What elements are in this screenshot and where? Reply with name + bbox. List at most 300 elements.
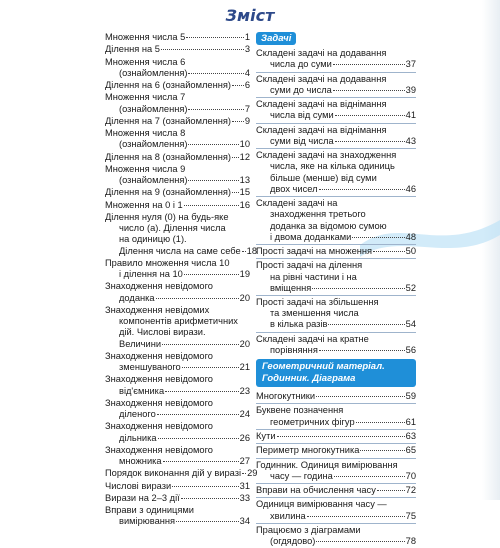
entry-separator [256, 72, 416, 73]
toc-entry-text: Порядок виконання дій у виразі [105, 468, 242, 479]
toc-entry-text: Складені задачі на віднімання [256, 99, 387, 110]
leader-dots [163, 461, 239, 462]
toc-entry-text: Складені задачі на знаходження [256, 150, 397, 161]
toc-entry-text: Вправи з одиницями [105, 505, 194, 516]
entry-separator [256, 523, 416, 524]
entry-separator [256, 244, 416, 245]
toc-entry-text: та зменшення числа [270, 308, 359, 319]
toc-entry-line [105, 493, 250, 504]
toc-page-number: 39 [405, 84, 416, 95]
toc-entry-text: вимірювання [119, 516, 176, 527]
toc-page-number: 41 [405, 110, 416, 121]
toc-entry-line [256, 297, 416, 308]
toc-entry-line [105, 68, 250, 79]
toc-entry-text: Множення числа 5 [105, 32, 186, 42]
leader-dots [184, 205, 239, 206]
toc-page-number: 70 [405, 470, 416, 481]
entry-separator [256, 458, 416, 459]
toc-entry-text: (ознайомлення) [119, 67, 188, 78]
toc-entry [105, 305, 250, 350]
toc-entry-text: геометричних фігур [270, 416, 355, 427]
toc-entry-text: Множення числа 9 [105, 163, 186, 174]
toc-entry-text: Ділення на 5 [105, 44, 160, 55]
entry-separator [256, 148, 416, 149]
toc-entry-text: Знаходження невідомого [105, 397, 213, 408]
leader-dots [158, 438, 239, 439]
leader-dots [232, 121, 244, 122]
leader-dots [335, 115, 405, 116]
toc-page-number: 59 [405, 391, 416, 402]
toc-entry-line [256, 460, 416, 471]
toc-entry-line [256, 150, 416, 161]
toc-entry [256, 48, 416, 70]
contents-right-column [256, 32, 416, 548]
leader-dots [307, 516, 405, 517]
entry-separator [256, 332, 416, 333]
toc-entry-text: Множення на 0 і 1 [105, 199, 183, 210]
leader-dots [335, 141, 405, 142]
toc-entry-text: (ознайомлення) [119, 139, 188, 150]
toc-entry-line [256, 405, 416, 416]
leader-dots [161, 49, 244, 50]
toc-entry-line [105, 327, 250, 338]
toc-page-number: 78 [405, 536, 416, 547]
toc-page-number: 27 [239, 456, 250, 467]
section-badge-geometry-line2: Годинник. Діаграма [262, 373, 356, 385]
contents-left-column [105, 32, 258, 529]
toc-entry-line [256, 221, 416, 232]
leader-dots [156, 298, 239, 299]
toc-entry-line [256, 99, 416, 110]
entry-separator [256, 403, 416, 404]
entry-separator [256, 97, 416, 98]
toc-entry-line [256, 391, 416, 402]
toc-entry-text: Кути [256, 430, 276, 441]
toc-entry-line [105, 234, 250, 245]
toc-page-number: 13 [239, 175, 250, 186]
toc-page-number: 65 [405, 445, 416, 456]
toc-entry-line [105, 316, 250, 327]
toc-entry [105, 44, 250, 55]
leader-dots [184, 274, 239, 275]
toc-entry-line [105, 32, 250, 43]
toc-entry-line [105, 445, 250, 456]
toc-entry-text: Множення числа 8 [105, 128, 186, 139]
toc-entry-text: Знаходження невідомого [105, 374, 213, 385]
toc-entry-line [105, 421, 250, 432]
toc-entry-text: Знаходження невідомого [105, 350, 213, 361]
toc-entry-text: двох чисел [270, 183, 318, 194]
toc-entry-text: Прості задачі на множення [256, 246, 373, 257]
toc-entry-text: і двома доданками [270, 231, 352, 242]
leader-dots [232, 192, 239, 193]
leader-dots [319, 189, 405, 190]
toc-entry-text: множника [119, 456, 162, 467]
toc-entry-text: Складені задачі на додавання [256, 73, 387, 84]
leader-dots [319, 350, 405, 351]
toc-entry-text: Знаходження невідомого [105, 421, 213, 432]
toc-entry-line [256, 308, 416, 319]
toc-entry-text: числа до суми [270, 59, 332, 70]
toc-entry [105, 57, 250, 79]
toc-entry [256, 258, 416, 294]
toc-entry-line [256, 232, 416, 243]
toc-page-number: 1 [244, 32, 250, 42]
toc-page-number: 37 [405, 59, 416, 70]
toc-entry [256, 391, 416, 402]
toc-entry-text: Складені задачі на [256, 198, 338, 209]
toc-entry-text: Складені задачі на кратне [256, 333, 369, 344]
toc-entry-line [256, 283, 416, 294]
toc-page-number: 9 [244, 115, 250, 126]
toc-entry [256, 295, 416, 331]
toc-page-number: 26 [239, 432, 250, 443]
toc-entry-line [105, 245, 258, 257]
tasks-list [256, 48, 416, 356]
toc-entry-text: Периметр многокутника [256, 445, 360, 456]
toc-entry [256, 483, 416, 496]
toc-entry-line [256, 260, 416, 271]
toc-entry-text: часу — година [270, 470, 333, 481]
leader-dots [188, 144, 238, 145]
toc-entry-text: доданка за відомою сумою [270, 220, 387, 231]
toc-entry-text: дільника [119, 432, 157, 443]
leader-dots [316, 396, 405, 397]
toc-entry-text: дій. Числові вирази. [119, 327, 206, 338]
toc-entry-line [256, 525, 416, 536]
toc-entry [105, 152, 250, 163]
toc-entry [105, 481, 250, 492]
toc-entry-text: Ділення на 9 (ознайомлення) [105, 187, 231, 198]
page-title: Зміст [225, 6, 275, 25]
toc-entry-line [105, 44, 250, 55]
toc-entry [105, 258, 250, 280]
toc-entry-line [105, 175, 250, 186]
toc-entry-line [105, 481, 250, 492]
toc-page-number: 3 [244, 44, 250, 55]
entry-separator [256, 258, 416, 259]
toc-entry-line [256, 485, 416, 496]
leader-dots [377, 490, 405, 491]
toc-entry-line [256, 74, 416, 85]
toc-entry-line [256, 471, 416, 482]
toc-page-number: 19 [239, 269, 250, 280]
toc-entry-text: Числові вирази [105, 480, 172, 491]
leader-dots [232, 85, 244, 86]
leader-dots [232, 157, 239, 158]
toc-entry-text: Працюємо з діаграмами [256, 524, 361, 535]
toc-entry-line [105, 92, 250, 103]
entry-separator [256, 295, 416, 296]
toc-entry-line [105, 116, 250, 127]
toc-page-number: 72 [405, 485, 416, 496]
toc-entry-line [256, 272, 416, 283]
toc-page-number: 20 [239, 292, 250, 303]
toc-page-number: 16 [239, 199, 250, 210]
toc-entry [256, 332, 416, 356]
toc-entry-text: Годинник. Одиниця вимірювання [256, 459, 398, 470]
toc-entry-text: числа, яке на кілька одиниць [270, 161, 395, 172]
toc-entry-text: хвилина [270, 510, 306, 521]
toc-entry [105, 398, 250, 420]
toc-entry-text: Ділення нуля (0) на будь-яке [105, 212, 229, 223]
toc-entry-line [105, 258, 250, 269]
toc-page-number: 20 [239, 338, 250, 349]
toc-page-number: 48 [405, 231, 416, 242]
toc-entry-line [256, 499, 416, 510]
toc-entry-line [256, 173, 416, 184]
leader-dots [162, 344, 239, 345]
toc-entry-line [105, 351, 250, 362]
toc-page-number: 46 [405, 183, 416, 194]
toc-entry [256, 97, 416, 121]
toc-entry [256, 443, 416, 456]
leader-dots [165, 391, 239, 392]
leader-dots [176, 521, 239, 522]
toc-entry-text: Множення числа 7 [105, 92, 186, 103]
toc-entry-text: доданка [119, 292, 155, 303]
toc-entry [105, 421, 250, 443]
toc-entry-line [105, 516, 250, 527]
leader-dots [188, 180, 238, 181]
leader-dots [182, 367, 239, 368]
leader-dots [186, 37, 244, 38]
toc-entry-text: на рівні частини і на [270, 271, 357, 282]
toc-entry-text: Складені задачі на додавання [256, 48, 387, 59]
toc-page-number: 34 [239, 516, 250, 527]
toc-entry-line [105, 269, 250, 280]
toc-entry-line [256, 431, 416, 442]
leader-dots [242, 251, 246, 252]
toc-entry-text: Многокутники [256, 391, 316, 402]
toc-entry [256, 72, 416, 96]
toc-page-number: 52 [405, 282, 416, 293]
toc-page-number: 63 [405, 430, 416, 441]
toc-entry-line [105, 398, 250, 409]
section-badge-geometry [256, 359, 416, 387]
toc-entry-line [105, 57, 250, 68]
leader-dots [277, 436, 405, 437]
toc-page-number: 61 [405, 416, 416, 427]
toc-entry-line [256, 48, 416, 59]
entry-separator [256, 196, 416, 197]
toc-entry-line [105, 128, 250, 139]
toc-entry-text: Правило множення числа 10 [105, 257, 230, 268]
toc-entry-line [105, 433, 250, 444]
leader-dots [181, 498, 239, 499]
toc-page-number: 21 [239, 362, 250, 373]
toc-entry-text: Ділення на 8 (ознайомлення) [105, 151, 231, 162]
toc-entry [105, 374, 250, 396]
toc-page-number: 33 [239, 492, 250, 503]
toc-entry [256, 497, 416, 521]
toc-entry [105, 212, 258, 257]
toc-entry-line [105, 305, 250, 316]
leader-dots [172, 486, 239, 487]
toc-entry-line [105, 164, 250, 175]
toc-entry-text: Вправи на обчислення часу [256, 485, 376, 496]
toc-entry-line [256, 125, 416, 136]
toc-page-number: 12 [239, 151, 250, 162]
leader-dots [373, 251, 405, 252]
toc-page-number: 4 [244, 67, 250, 78]
toc-entry-text: (ознайомлення) [119, 175, 188, 186]
toc-page-number: 7 [244, 103, 250, 114]
toc-entry-line [105, 386, 250, 397]
toc-entry-text: Одиниця вимірювання часу — [256, 499, 387, 510]
toc-page-number: 75 [405, 510, 416, 521]
toc-entry-text: на одиницю (1). [119, 234, 187, 245]
toc-entry-text: в кілька разів [270, 319, 328, 330]
leader-dots [328, 324, 404, 325]
toc-entry-line [256, 246, 416, 257]
toc-entry [105, 187, 250, 198]
toc-entry-text: від'ємника [119, 385, 165, 396]
toc-entry-text: і ділення на 10 [119, 269, 183, 280]
toc-entry [105, 92, 250, 114]
toc-entry-text: діленого [119, 409, 156, 420]
toc-entry-line [105, 468, 258, 479]
toc-entry-text: (ознайомлення) [119, 103, 188, 114]
section-badge-geometry-line1: Геометричний матеріал. [262, 361, 385, 373]
leader-dots [188, 73, 243, 74]
toc-entry-text: Знаходження невідомого [105, 281, 213, 292]
toc-page-number: 18 [246, 245, 258, 256]
toc-entry-text: знаходження третього [270, 209, 366, 220]
toc-entry-line [256, 136, 416, 147]
leader-dots [352, 237, 404, 238]
toc-entry-line [256, 161, 416, 172]
toc-entry-text: Знаходження невідомих [105, 304, 210, 315]
leader-dots [333, 90, 405, 91]
entry-separator [256, 497, 416, 498]
toc-entry-line [105, 281, 250, 292]
toc-entry-text: Ділення на 6 (ознайомлення) [105, 80, 231, 91]
toc-entry [256, 148, 416, 195]
toc-entry [105, 200, 250, 211]
toc-page-number: 31 [239, 480, 250, 491]
toc-entry-text: Величини [119, 338, 162, 349]
toc-entry-text: Складені задачі на віднімання [256, 124, 387, 135]
toc-page-number: 24 [239, 409, 250, 420]
toc-entry [105, 80, 250, 91]
entry-separator [256, 483, 416, 484]
toc-entry-text: Множення числа 6 [105, 56, 186, 67]
toc-page-number: 54 [405, 319, 416, 330]
leader-dots [242, 473, 246, 474]
toc-page-number: 50 [405, 246, 416, 257]
toc-entry [256, 123, 416, 147]
toc-entry-text: компонентів арифметичних [119, 316, 238, 327]
toc-entry-line [256, 345, 416, 356]
toc-entry-line [256, 198, 416, 209]
toc-entry [105, 281, 250, 303]
toc-entry-line [256, 334, 416, 345]
toc-entry-text: порівняння [270, 344, 318, 355]
toc-entry-line [105, 187, 250, 198]
entry-separator [256, 429, 416, 430]
toc-entry-line [105, 152, 250, 163]
toc-entry-text: вміщення [270, 282, 312, 293]
toc-entry-text: Ділення на 7 (ознайомлення) [105, 115, 231, 126]
toc-entry-line [105, 339, 250, 350]
toc-entry-line [105, 456, 250, 467]
toc-entry-text: Буквене позначення [256, 405, 344, 416]
toc-entry-text: (огдядово) [270, 536, 316, 547]
leader-dots [316, 541, 404, 542]
toc-entry [256, 403, 416, 427]
toc-entry-line [256, 209, 416, 220]
toc-page-number: 23 [239, 385, 250, 396]
toc-entry-line [105, 293, 250, 304]
toc-page-number: 15 [239, 187, 250, 198]
toc-entry-line [105, 139, 250, 150]
leader-dots [356, 422, 405, 423]
entry-separator [256, 123, 416, 124]
toc-entry-line [256, 445, 416, 456]
toc-page-number: 10 [239, 139, 250, 150]
toc-entry-text: більше (менше) від суми [270, 172, 377, 183]
leader-dots [360, 450, 404, 451]
toc-entry-text: суми до числа [270, 84, 332, 95]
toc-entry-line [256, 511, 416, 522]
toc-entry [105, 468, 258, 479]
toc-entry-text: числа від суми [270, 110, 334, 121]
toc-entry [105, 116, 250, 127]
section-badge-tasks: Задачі [256, 32, 296, 45]
toc-entry [105, 32, 250, 43]
toc-entry-line [256, 319, 416, 330]
toc-entry-line [256, 110, 416, 121]
toc-entry [256, 458, 416, 482]
leader-dots [312, 288, 404, 289]
toc-entry [105, 505, 250, 527]
toc-entry-text: число (а). Ділення числа [119, 223, 226, 234]
toc-entry-line [105, 104, 250, 115]
toc-entry-text: Вирази на 2–3 дії [105, 492, 180, 503]
toc-entry-line [256, 85, 416, 96]
toc-page-number: 6 [244, 80, 250, 91]
toc-entry [256, 244, 416, 257]
toc-page-number: 43 [405, 135, 416, 146]
toc-entry-line [105, 374, 250, 385]
toc-entry [256, 196, 416, 243]
toc-entry [105, 164, 250, 186]
toc-entry-text: Прості задачі на ділення [256, 260, 363, 271]
toc-entry-text: Знаходження невідомого [105, 444, 213, 455]
toc-page-number: 56 [405, 344, 416, 355]
toc-entry-line [256, 536, 416, 547]
toc-entry-text: Прості задачі на збільшення [256, 297, 379, 308]
leader-dots [333, 64, 405, 65]
toc-entry-line [105, 80, 250, 91]
toc-page-number: 29 [247, 468, 258, 479]
toc-entry [105, 351, 250, 373]
entry-separator [256, 443, 416, 444]
toc-entry-line [105, 200, 250, 211]
toc-entry-line [105, 409, 250, 420]
toc-entry [256, 523, 416, 547]
toc-entry-line [256, 417, 416, 428]
leader-dots [188, 109, 243, 110]
toc-entry-line [105, 223, 250, 234]
leader-dots [157, 414, 239, 415]
toc-entry-line [105, 212, 250, 223]
toc-entry-line [105, 505, 250, 516]
leader-dots [334, 476, 405, 477]
toc-entry [105, 493, 250, 504]
toc-entry [105, 445, 250, 467]
